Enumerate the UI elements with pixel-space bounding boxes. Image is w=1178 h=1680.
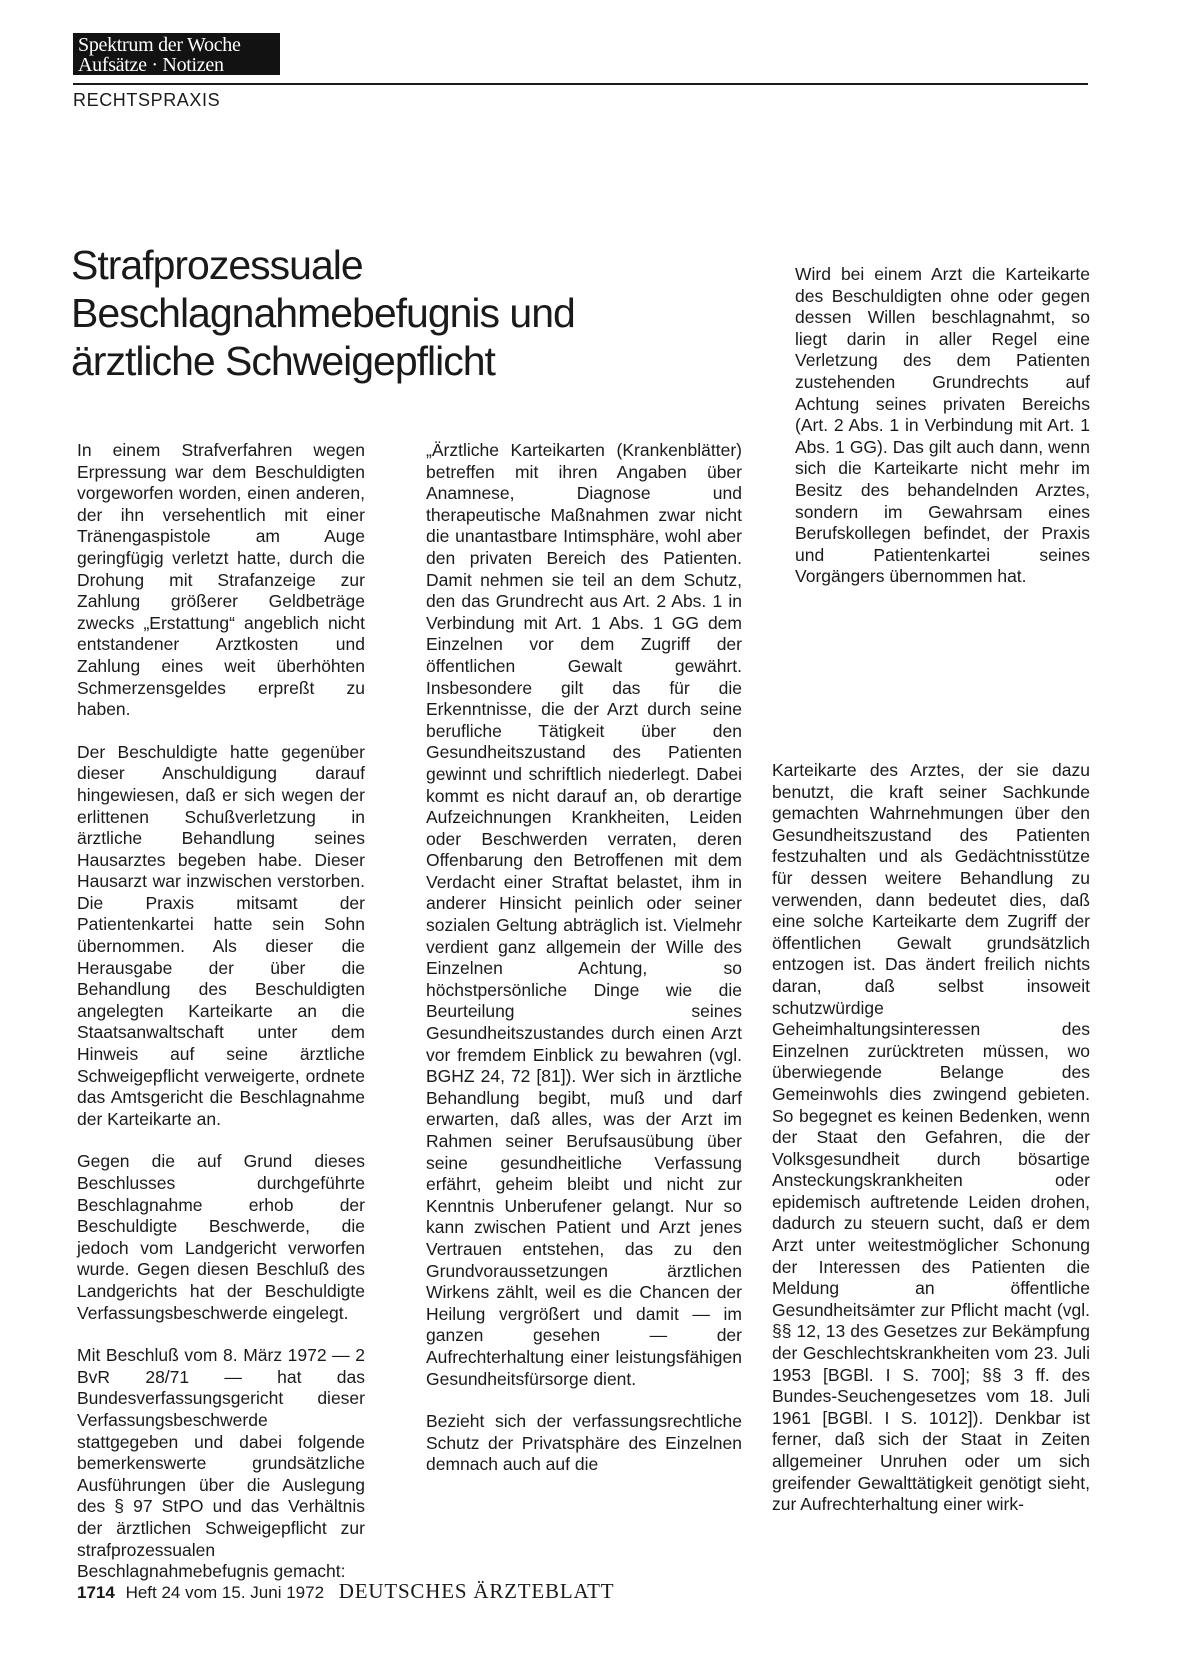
column-3-top — [795, 264, 1090, 588]
page-footer — [77, 1579, 614, 1604]
section-badge — [73, 33, 280, 75]
header-rule — [73, 83, 1088, 85]
article-title — [71, 241, 731, 385]
paragraph: Der Beschuldigte hatte gegenüber dieser Anschuldigung darauf hingewiesen, daß er sich wegen der erlittenen Schußverletzung in ärztliche Behandlung seines Hausarztes begeben habe. Dieser Hausarzt war inzwischen verstorben. Die Praxis mitsamt der Patientenkartei hatte sein Sohn übernommen. Als dieser die Herausgabe der über die Behandlung des Beschuldigten angelegten Karteikarte an die Staatsanwaltschaft unter dem Hinweis auf seine ärztliche Schweigepflicht verweigerte, ordnete das Amtsgericht die Beschlagnahme der Karteikarte an. — [77, 741, 365, 1129]
badge-line-1: Spektrum der Woche — [78, 34, 241, 56]
column-3-bottom — [772, 760, 1090, 1516]
badge-line-2: Aufsätze · Notizen — [78, 54, 224, 76]
paragraph: Gegen die auf Grund dieses Beschlusses durchgeführte Beschlagnahme erhob der Beschuldigte Beschwerde, die jedoch vom Landgericht verworfen wurde. Gegen diesen Beschluß des Landgerichts hat der Beschuldigte Verfassungsbeschwerde eingelegt. — [77, 1151, 365, 1323]
paragraph: In einem Strafverfahren wegen Erpressung war dem Beschuldigten vorgeworfen worden, einen anderen, der ihn versehentlich mit einer Tränengaspistole am Auge geringfügig verletzt hatte, durch die Drohung mit Strafanzeige zur Zahlung größerer Geldbeträge zwecks „Erstattung“ angeblich nicht entstandener Arztkosten und Zahlung eines weit überhöhten Schmerzensgeldes erpreßt zu haben. — [77, 440, 365, 720]
issue-info: Heft 24 vom 15. Juni 1972 — [125, 1583, 325, 1602]
column-2 — [426, 440, 742, 1476]
title-line-1: Strafprozessuale — [71, 242, 363, 288]
section-label: RECHTSPRAXIS — [73, 90, 221, 110]
paragraph: Bezieht sich der verfassungsrechtliche Schutz der Privatsphäre des Einzelnen demnach auch auf die — [426, 1411, 742, 1475]
title-line-2: Beschlagnahmebefugnis und — [71, 290, 575, 336]
journal-name: DEUTSCHES ÄRZTEBLATT — [338, 1579, 615, 1603]
paragraph: „Ärztliche Karteikarten (Krankenblätter) betreffen mit ihren Angaben über Anamnese, Diagnose und therapeutische Maßnahmen zwar nicht die unantastbare Intimsphäre, wohl aber den privaten Bereich des Patienten. Damit nehmen sie teil an dem Schutz, den das Grundrecht aus Art. 2 Abs. 1 in Verbindung mit Art. 1 Abs. 1 GG dem Einzelnen vor dem Zugriff der öffentlichen Gewalt gewährt. Insbesondere gilt das für die Erkenntnisse, die der Arzt durch seine berufliche Tätigkeit über den Gesundheitszustand des Patienten gewinnt und schriftlich niederlegt. Dabei kommt es nicht darauf an, ob derartige Aufzeichnungen Krankheiten, Leiden oder Beschwerden verraten, deren Offenbarung den Betroffenen mit dem Verdacht einer Straftat belastet, ihm in anderer Hinsicht peinlich oder seiner sozialen Geltung abträglich ist. Vielmehr verdient ganz allgemein der Wille des Einzelnen Achtung, so höchstpersönliche Dinge wie die Beurteilung seines Gesundheitszustandes durch einen Arzt vor fremdem Einblick zu bewahren (vgl. BGHZ 24, 72 [81]). Wer sich in ärztliche Behandlung begibt, muß und darf erwarten, daß alles, was der Arzt im Rahmen seiner Berufsausübung über seine gesundheitliche Verfassung erfährt, geheim bleibt und nicht zur Kenntnis Unberufener gelangt. Nur so kann zwischen Patient und Arzt jenes Vertrauen entstehen, das zu den Grundvoraussetzungen ärztlichen Wirkens zählt, weil es die Chancen der Heilung vergrößert und damit — im ganzen gesehen — der Aufrechterhaltung einer leistungsfähigen Gesundheitsfürsorge dient. — [426, 440, 742, 1389]
page-number: 1714 — [77, 1583, 115, 1602]
title-line-3: ärztliche Schweigepflicht — [71, 338, 495, 384]
paragraph: Karteikarte des Arztes, der sie dazu benutzt, die kraft seiner Sachkunde gemachten Wahrnehmungen über den Gesundheitszustand des Patienten festzuhalten und als Gedächtnisstütze für dessen weitere Behandlung zu verwenden, dann bedeutet dies, daß eine solche Karteikarte dem Zugriff der öffentlichen Gewalt grundsätzlich entzogen ist. Das ändert freilich nichts daran, daß selbst insoweit schutzwürdige Geheimhaltungsinteressen des Einzelnen zurücktreten müssen, wo überwiegende Belange des Gemeinwohls dies zwingend gebieten. So begegnet es keinen Bedenken, wenn der Staat den Gefahren, die der Volksgesundheit durch bösartige Ansteckungskrankheiten oder epidemisch auftretende Leiden drohen, dadurch zu steuern sucht, daß er dem Arzt unter weitestmöglicher Schonung der Interessen des Patienten die Meldung an öffentliche Gesundheitsämter zur Pflicht macht (vgl. §§ 12, 13 des Gesetzes zur Bekämpfung der Geschlechtskrankheiten vom 23. Juli 1953 [BGBl. I S. 700]; §§ 3 ff. des Bundes-Seuchengesetzes vom 18. Juli 1961 [BGBl. I S. 1012]). Denkbar ist ferner, daß sich der Staat in Zeiten allgemeiner Unruhen oder um sich greifender Gewalttätigkeit genötigt sieht, zur Aufrechterhaltung einer wirk- — [772, 760, 1090, 1515]
paragraph: Wird bei einem Arzt die Karteikarte des Beschuldigten ohne oder gegen dessen Willen beschlagnahmt, so liegt darin in aller Regel eine Verletzung des dem Patienten zustehenden Grundrechts auf Achtung seines privaten Bereichs (Art. 2 Abs. 1 in Verbindung mit Art. 1 Abs. 1 GG). Das gilt auch dann, wenn sich die Karteikarte nicht mehr im Besitz des behandelnden Arztes, sondern im Gewahrsam eines Berufskollegen befindet, der Praxis und Patientenkartei seines Vorgängers übernommen hat. — [795, 264, 1090, 587]
column-1 — [77, 440, 365, 1583]
paragraph: Mit Beschluß vom 8. März 1972 — 2 BvR 28/71 — hat das Bundesverfassungsgericht dieser Verfassungsbeschwerde stattgegeben und dabei folgende bemerkenswerte grundsätzliche Ausführungen über die Auslegung des § 97 StPO und das Verhältnis der ärztlichen Schweigepflicht zur strafprozessualen Beschlagnahmebefugnis gemacht: — [77, 1345, 365, 1582]
